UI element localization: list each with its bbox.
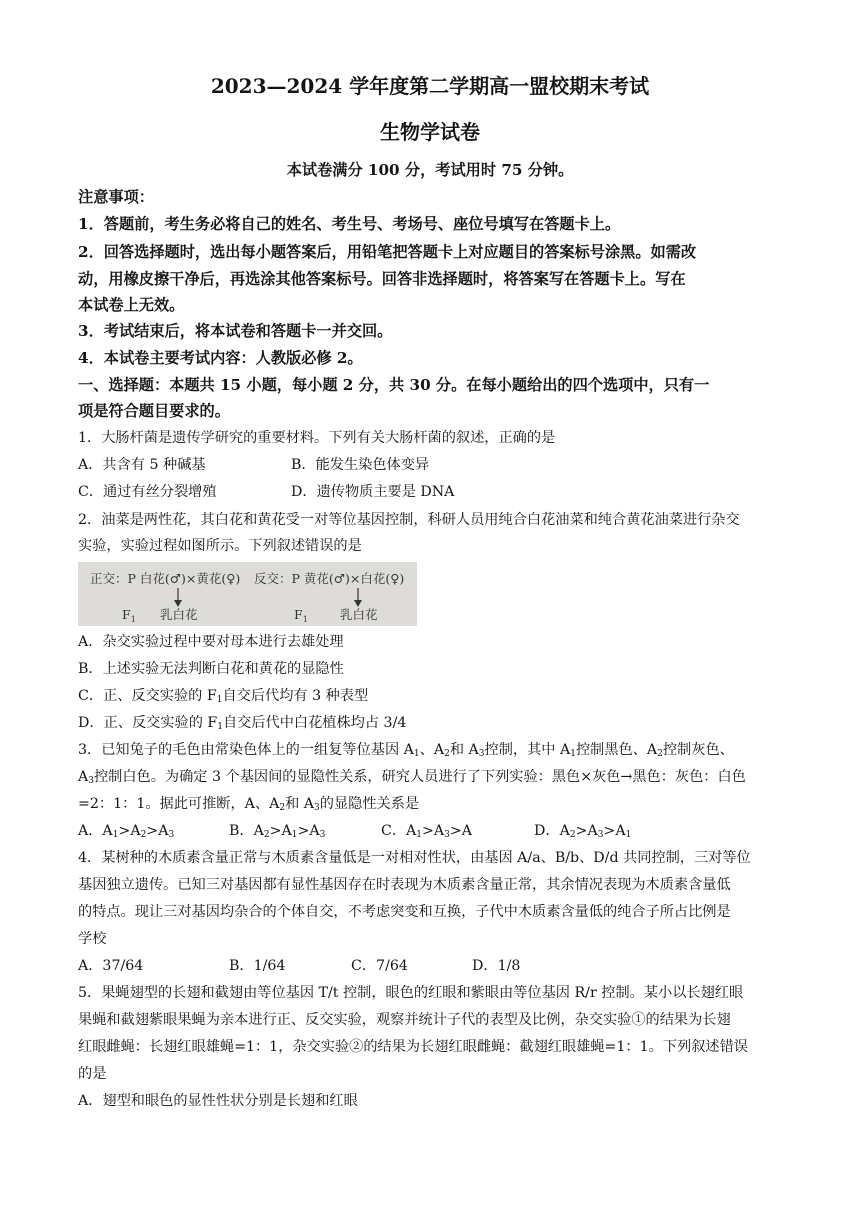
question-3-stem-line-3: =2：1：1。据此可推断，A、$A_2$和 $A_3$的显隐性关系是 — [78, 796, 420, 813]
question-1-option-a: A．共含有 5 种碱基 — [78, 457, 206, 473]
reciprocal-f1-result: 乳白花 — [340, 607, 378, 622]
question-4-stem-line-4: 学校 — [78, 931, 107, 947]
note-1: 1．答题前，考生务必将自己的姓名、考生号、考场号、座位号填写在答题卡上。 — [78, 215, 621, 233]
question-4-option-a: A．37/64 — [78, 958, 144, 974]
forward-f1-label: $F_1$ — [122, 607, 136, 624]
reciprocal-f1-label: $F_1$ — [294, 607, 308, 624]
reciprocal-cross-label: 反交：P 黄花(♂)×白花(♀) — [254, 571, 405, 586]
question-1-option-c: C．通过有丝分裂增殖 — [78, 484, 217, 500]
note-3: 3．考试结束后，将本试卷和答题卡一并交回。 — [78, 322, 393, 340]
note-2-line-2: 动，用橡皮擦干净后，再选涂其他答案标号。回答非选择题时，将答案写在答题卡上。写在 — [78, 270, 686, 288]
question-4-stem-line-3: 的特点。现让三对基因均杂合的个体自交，不考虑突变和互换，子代中木质素含量低的纯合子所占比例是 — [78, 904, 731, 920]
question-2-option-a: A．杂交实验过程中要对母本进行去雄处理 — [78, 634, 344, 650]
question-2-stem-line-1: 2．油菜是两性花，其白花和黄花受一对等位基因控制，科研人员用纯合白花油菜和纯合黄花油菜进行杂交 — [78, 512, 740, 528]
cross-diagram-svg — [78, 562, 417, 626]
question-5-option-a: A．翅型和眼色的显性性状分别是长翅和红眼 — [78, 1093, 358, 1109]
question-3-option-b: B．$A_2>A_1>A_3$ — [229, 823, 326, 840]
question-4-option-c: C．7/64 — [351, 958, 408, 974]
note-2-line-1: 2．回答选择题时，选出每小题答案后，用铅笔把答题卡上对应题目的答案标号涂黑。如需改 — [78, 243, 697, 261]
question-3-stem-line-1: 3．已知兔子的毛色由常染色体上的一组复等位基因 $A_1$、$A_2$和 $A_3$控制，其中 $A_1$控制黑色、$A_2$控制灰色、 — [78, 742, 734, 759]
exam-subtitle: 生物学试卷 — [380, 120, 480, 144]
section-1-header-line-1: 一、选择题：本题共 15 小题，每小题 2 分，共 30 分。在每小题给出的四个选项中，只有一 — [78, 376, 710, 394]
section-1-header-line-2: 项是符合题目要求的。 — [78, 402, 230, 420]
question-1-stem: 1．大肠杆菌是遗传学研究的重要材料。下列有关大肠杆菌的叙述，正确的是 — [78, 430, 556, 446]
question-2-stem-line-2: 实验，实验过程如图所示。下列叙述错误的是 — [78, 538, 362, 554]
cross-experiment-diagram — [78, 562, 417, 626]
exam-info: 本试卷满分 100 分，考试用时 75 分钟。 — [286, 161, 574, 179]
note-2-line-3: 本试卷上无效。 — [78, 296, 185, 314]
question-5-stem-line-1: 5．果蝇翅型的长翅和截翅由等位基因 T/t 控制，眼色的红眼和紫眼由等位基因 R/r 控制。某小以长翅红眼 — [78, 985, 744, 1001]
question-4-option-b: B．1/64 — [229, 958, 286, 974]
question-1-option-d: D．遗传物质主要是 DNA — [291, 484, 455, 500]
forward-cross-arrowhead — [174, 600, 182, 607]
forward-cross-label: 正交：P 白花(♂)×黄花(♀) — [90, 571, 241, 586]
question-5-stem-line-2: 果蝇和截翅紫眼果蝇为亲本进行正、反交实验，观察并统计子代的表型及比例，杂交实验①的结果为长翅 — [78, 1012, 731, 1028]
question-2-option-d: D．正、反交实验的 $F_1$自交后代中白花植株均占 3/4 — [78, 715, 407, 732]
question-3-option-c: C．$A_1>A_3>A$ — [381, 823, 473, 840]
reciprocal-cross-arrowhead — [354, 600, 362, 607]
exam-title: 2023—2024 学年度第二学期高一盟校期末考试 — [210, 74, 650, 98]
question-2-option-b: B．上述实验无法判断白花和黄花的显隐性 — [78, 661, 344, 677]
question-2-option-c: C．正、反交实验的 $F_1$自交后代均有 3 种表型 — [78, 688, 369, 705]
question-4-option-d: D．1/8 — [472, 958, 521, 974]
question-4-stem-line-1: 4．某树种的木质素含量正常与木质素含量低是一对相对性状，由基因 A/a、B/b、D/d 共同控制，三对等位 — [78, 850, 751, 866]
question-4-stem-line-2: 基因独立遗传。已知三对基因都有显性基因存在时表现为木质素含量正常，其余情况表现为木质素含量低 — [78, 877, 731, 893]
question-3-stem-line-2: $A_3$控制白色。为确定 3 个基因间的显隐性关系，研究人员进行了下列实验：黑色×灰色→黑色：灰色：白色 — [78, 769, 746, 786]
question-5-stem-line-4: 的是 — [78, 1066, 107, 1082]
notes-heading: 注意事项： — [78, 188, 154, 206]
question-1-option-b: B．能发生染色体变异 — [291, 457, 430, 473]
question-3-option-a: A．$A_1>A_2>A_3$ — [78, 823, 175, 840]
note-4: 4．本试卷主要考试内容：人教版必修 2。 — [78, 349, 363, 367]
forward-f1-result: 乳白花 — [160, 607, 198, 622]
question-3-option-d: D．$A_2>A_3>A_1$ — [534, 823, 632, 840]
question-5-stem-line-3: 红眼雌蝇：长翅红眼雄蝇=1：1，杂交实验②的结果为长翅红眼雌蝇：截翅红眼雄蝇=1：1。下列叙述错误 — [78, 1039, 748, 1055]
